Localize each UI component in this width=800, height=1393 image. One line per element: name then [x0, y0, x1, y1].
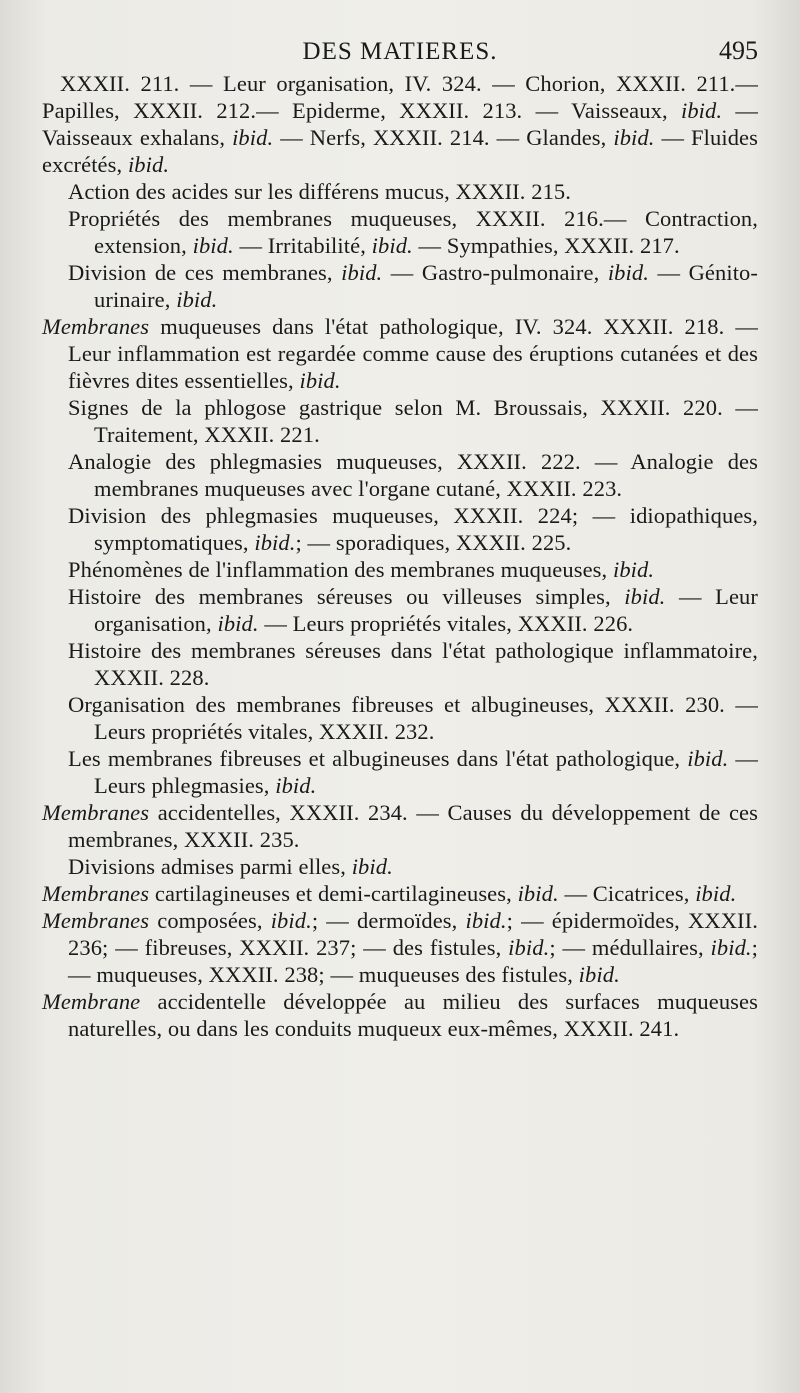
- italic-text: ibid.: [275, 773, 317, 798]
- italic-text: ibid.: [613, 125, 655, 150]
- entry-text: Signes de la phlogose gastrique selon M. Broussais, XXXII. 220. — Traitement, XXXII. 221.: [68, 395, 758, 447]
- index-entry: [42, 637, 758, 691]
- index-entry: [42, 502, 758, 556]
- italic-text: ibid.: [508, 935, 550, 960]
- entry-text: Phénomènes de l'inflammation des membranes muqueuses,: [68, 557, 613, 582]
- index-entry: [42, 394, 758, 448]
- entry-text: Organisation des membranes fibreuses et albugineuses, XXXII. 230. — Leurs propriétés vitales, XXXII. 232.: [68, 692, 758, 744]
- entry-text: ; — dermoïdes,: [311, 908, 466, 933]
- italic-text: Membranes: [42, 908, 150, 933]
- entry-text: ; — épidermoïdes, XXXII. 236; — fibreuses, XXXII. 237; — des fistules,: [68, 908, 758, 960]
- running-title: DES MATIERES.: [302, 38, 498, 65]
- italic-text: ibid.: [607, 260, 649, 285]
- entry-text: Divisions admises parmi elles,: [68, 854, 352, 879]
- entry-text: Les membranes fibreuses et albugineuses dans l'état pathologique,: [68, 746, 688, 771]
- entry-text: — Nerfs, XXXII. 214. — Glandes,: [273, 125, 614, 150]
- entry-text: XXXII. 211. — Leur organisation, IV. 324. — Chorion, XXXII. 211.— Papilles, XXXII. 212.— Epiderme, XXXII. 213. — Vaisseaux,: [42, 71, 758, 123]
- entry-text: ; — sporadiques, XXXII. 225.: [295, 530, 572, 555]
- italic-text: ibid.: [710, 935, 752, 960]
- index-entry: [42, 745, 758, 799]
- entry-text: Propriétés des membranes muqueuses, XXXII. 216.— Contraction, extension,: [68, 206, 758, 258]
- italic-text: ibid.: [695, 881, 737, 906]
- italic-text: ibid.: [351, 854, 393, 879]
- italic-text: ibid.: [371, 233, 413, 258]
- entry-text: Histoire des membranes séreuses dans l'état pathologique inflammatoire, XXXII. 228.: [68, 638, 758, 690]
- italic-text: ibid.: [192, 233, 234, 258]
- index-entry: [42, 799, 758, 853]
- index-entries: [42, 70, 758, 1042]
- index-entry: [42, 259, 758, 313]
- index-entry: [42, 988, 758, 1042]
- index-entry: [42, 205, 758, 259]
- italic-text: ibid.: [341, 260, 383, 285]
- italic-text: ibid.: [465, 908, 507, 933]
- entry-text: accidentelle développée au milieu des surfaces muqueuses naturelles, ou dans les conduits muqueux eux-mêmes, XXXII. 241.: [68, 989, 758, 1041]
- index-entry: [42, 907, 758, 988]
- italic-text: Membranes: [42, 800, 150, 825]
- index-entry: [42, 70, 758, 178]
- entry-text: — Irritabilité,: [233, 233, 372, 258]
- index-entry: [42, 313, 758, 394]
- italic-text: Membranes: [42, 314, 150, 339]
- entry-text: Division des phlegmasies muqueuses, XXXII. 224; — idiopathiques, symptomatiques,: [68, 503, 758, 555]
- italic-text: ibid.: [517, 881, 559, 906]
- index-entry: [42, 178, 758, 205]
- italic-text: Membranes: [42, 881, 150, 906]
- entry-text: — Sympathies, XXXII. 217.: [412, 233, 680, 258]
- italic-text: ibid.: [176, 287, 218, 312]
- entry-text: — Cicatrices,: [558, 881, 696, 906]
- entry-text: Analogie des phlegmasies muqueuses, XXXII. 222. — Analogie des membranes muqueuses avec l'organe cutané, XXXII. 223.: [68, 449, 758, 501]
- italic-text: ibid.: [612, 557, 655, 582]
- italic-text: ibid.: [299, 368, 341, 393]
- entry-text: — Vaisseaux exhalans,: [42, 98, 759, 150]
- entry-text: muqueuses dans l'état pathologique, IV. 324. XXXII. 218. — Leur inflammation est regardée comme cause des éruptions cutanées et des fièvres dites essentielles,: [68, 314, 758, 393]
- running-head: [42, 34, 758, 70]
- entry-text: ; — médullaires,: [549, 935, 711, 960]
- italic-text: ibid.: [217, 611, 259, 636]
- entry-text: composées,: [149, 908, 271, 933]
- italic-text: ibid.: [232, 125, 274, 150]
- entry-text: — Leurs propriétés vitales, XXXII. 226.: [258, 611, 634, 636]
- entry-text: ; — muqueuses, XXXII. 238; — muqueuses des fistules,: [68, 935, 759, 987]
- entry-text: Action des acides sur les différens mucus, XXXII. 215.: [68, 179, 571, 204]
- index-entry: [42, 880, 758, 907]
- italic-text: ibid.: [578, 962, 620, 987]
- entry-text: — Leurs phlegmasies,: [94, 746, 759, 798]
- entry-text: cartilagineuses et demi-cartilagineuses,: [149, 881, 518, 906]
- italic-text: ibid.: [254, 530, 296, 555]
- entry-text: accidentelles, XXXII. 234. — Causes du développement de ces membranes, XXXII. 235.: [68, 800, 758, 852]
- page-number: 495: [719, 36, 758, 65]
- entry-text: — Leur organisation,: [94, 584, 758, 636]
- entry-text: Histoire des membranes séreuses ou villeuses simples,: [68, 584, 625, 609]
- index-entry: [42, 583, 758, 637]
- italic-text: ibid.: [680, 98, 723, 123]
- index-entry: [42, 691, 758, 745]
- entry-text: — Gastro-pulmonaire,: [382, 260, 608, 285]
- entry-text: — Génito-urinaire,: [94, 260, 759, 312]
- index-entry: [42, 448, 758, 502]
- italic-text: ibid.: [624, 584, 666, 609]
- entry-text: — Fluides excrétés,: [42, 125, 758, 177]
- index-entry: [42, 853, 758, 880]
- italic-text: ibid.: [687, 746, 729, 771]
- italic-text: Membrane: [42, 989, 141, 1014]
- entry-text: Division de ces membranes,: [68, 260, 342, 285]
- index-entry: [42, 556, 758, 583]
- italic-text: ibid.: [270, 908, 312, 933]
- italic-text: ibid.: [127, 152, 170, 177]
